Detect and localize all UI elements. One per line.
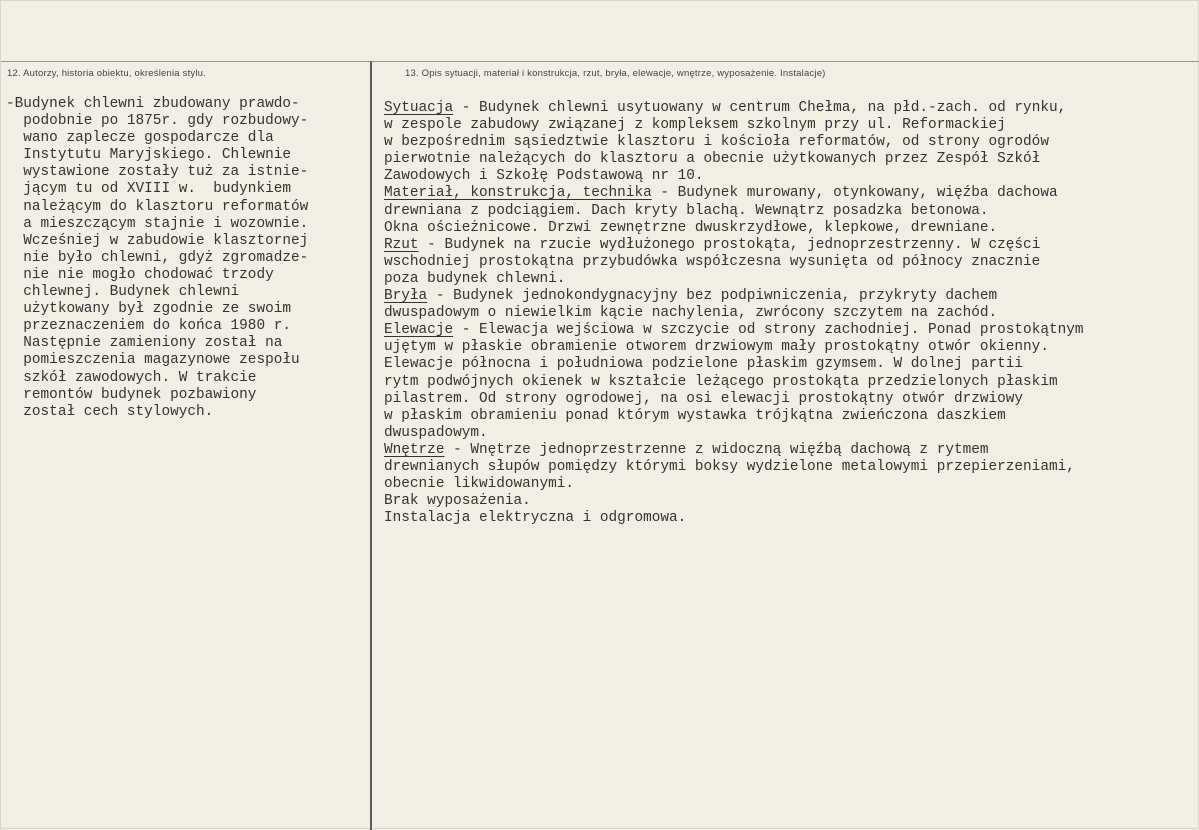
description-text: Brak wyposażenia.: [384, 493, 531, 510]
history-text-line: Następnie zamieniony został na: [6, 335, 283, 352]
description-text-line: [384, 203, 1084, 220]
description-text: rytm podwójnych okienek w kształcie leżącego prostokąta przedzielonych płaskim: [384, 373, 1058, 390]
description-text: pierwotnie należących do klasztoru a obecnie użytkowanych przez Zespół Szkół: [384, 151, 1041, 168]
description-text-line: [384, 510, 1084, 527]
section-13-caption: 13. Opis sytuacji, materiał i konstrukcja, rzut, bryła, elewacje, wnętrze, wyposażenie. Instalacje): [405, 68, 826, 79]
description-text: drewnianych słupów pomiędzy którymi boksy wydzielone metalowymi przepierzeniami,: [384, 458, 1075, 475]
description-text-line: [384, 151, 1084, 168]
description-text-line: [384, 288, 1084, 305]
description-text: w zespole zabudowy związanej z kompleksem szkolnym przy ul. Reformackiej: [384, 117, 1006, 134]
description-text-line: [384, 459, 1084, 476]
description-text: Instalacja elektryczna i odgromowa.: [384, 510, 687, 527]
description-text: obecnie likwidowanymi.: [384, 476, 574, 493]
description-text: ujętym w płaskie obramienie otworem drzwiowym mały prostokątny otwór okienny.: [384, 339, 1049, 356]
description-text-line: [384, 305, 1084, 322]
history-text-line: Wcześniej w zabudowie klasztornej: [6, 232, 309, 249]
history-text-line: użytkowany był zgodnie ze swoim: [6, 301, 291, 318]
description-text-line: [384, 322, 1084, 339]
description-text-line: [384, 117, 1084, 134]
description-text: dwuspadowym o niewielkim kącie nachylenia, zwrócony szczytem na zachód.: [384, 305, 998, 322]
description-text: dwuspadowym.: [384, 424, 488, 441]
history-text-line: podobnie po 1875r. gdy rozbudowy-: [6, 113, 309, 130]
description-text: pilastrem. Od strony ogrodowej, na osi elewacji prostokątny otwór drzwiowy: [384, 390, 1024, 407]
description-text-line: [384, 220, 1084, 237]
description-text: - Budynek jednokondygnacyjny bez podpiwniczenia, przykryty dachem: [427, 288, 998, 305]
section-heading: Sytuacja: [384, 100, 454, 116]
description-text: Zawodowych i Szkołę Podstawową nr 10.: [384, 168, 704, 185]
description-text-line: [384, 254, 1084, 271]
history-text-line: remontów budynek pozbawiony: [6, 386, 257, 403]
description-text: w bezpośrednim sąsiedztwie klasztoru i kościoła reformatów, od strony ogrodów: [384, 134, 1049, 151]
history-text-line: został cech stylowych.: [6, 403, 214, 420]
description-text-line: [384, 237, 1084, 254]
description-text-line: [384, 408, 1084, 425]
description-text-line: [384, 476, 1084, 493]
history-text-line: wystawione zostały tuż za istnie-: [6, 164, 309, 181]
description-text-line: [384, 100, 1084, 117]
description-text-line: [384, 134, 1084, 151]
description-text-column: [384, 100, 1084, 527]
description-text-line: [384, 442, 1084, 459]
history-text-line: szkół zawodowych. W trakcie: [6, 369, 257, 386]
section-heading: Wnętrze: [384, 441, 445, 458]
description-text-line: [384, 391, 1084, 408]
history-text-line: należącym do klasztoru reformatów: [6, 198, 309, 215]
description-text-line: [384, 185, 1084, 202]
history-text-line: nie nie mogło chodować trzody: [6, 266, 274, 283]
description-text: Elewacje północna i południowa podzielone płaskim gzymsem. W dolnej partii: [384, 356, 1024, 373]
description-text-line: [384, 425, 1084, 442]
description-text-line: [384, 339, 1084, 356]
history-text-line: -Budynek chlewni zbudowany prawdo-: [6, 96, 300, 112]
history-text-line: a mieszczącym stajnie i wozownie.: [6, 215, 309, 232]
description-text: w płaskim obramieniu ponad którym wystawka trójkątna zwieńczona daszkiem: [384, 407, 1006, 424]
history-text-line: przeznaczeniem do końca 1980 r.: [6, 318, 291, 335]
section-12-caption: 12. Autorzy, historia obiektu, określenia stylu.: [7, 68, 206, 79]
description-text-line: [384, 271, 1084, 288]
history-text-line: wano zaplecze gospodarcze dla: [6, 130, 274, 147]
column-divider: [370, 61, 372, 830]
section-heading: Elewacje: [384, 322, 454, 339]
history-text-line: Instytutu Maryjskiego. Chlewnie: [6, 147, 291, 164]
history-text-line: nie było chlewni, gdyż zgromadze-: [6, 249, 309, 266]
description-text: - Budynek murowany, otynkowany, więźba dachowa: [651, 185, 1058, 202]
description-text: - Elewacja wejściowa w szczycie od strony zachodniej. Ponad prostokątnym: [453, 322, 1084, 339]
header-rule: [1, 61, 1199, 62]
description-text: wschodniej prostokątna przybudówka współczesna wysunięta od północy znacznie: [384, 253, 1041, 270]
history-text-column: [6, 96, 308, 421]
history-text-line: pomieszczenia magazynowe zespołu: [6, 352, 300, 369]
section-heading: Bryła: [384, 288, 428, 305]
description-text-line: [384, 356, 1084, 373]
description-text-line: [384, 493, 1084, 510]
history-text-line: chlewnej. Budynek chlewni: [6, 284, 240, 301]
description-text: - Wnętrze jednoprzestrzenne z widoczną więźbą dachową z rytmem: [444, 441, 989, 458]
description-text: - Budynek na rzucie wydłużonego prostokąta, jednoprzestrzenny. W części: [418, 236, 1041, 253]
section-heading: Materiał, konstrukcja, technika: [384, 185, 652, 202]
description-text: - Budynek chlewni usytuowany w centrum Chełma, na płd.-zach. od rynku,: [453, 100, 1067, 116]
description-text-line: [384, 374, 1084, 391]
history-text-line: jącym tu od XVIII w. budynkiem: [6, 181, 291, 198]
description-text: drewniana z podciągiem. Dach kryty blachą. Wewnątrz posadzka betonowa.: [384, 202, 989, 219]
section-heading: Rzut: [384, 236, 419, 253]
description-text: Okna ościeżnicowe. Drzwi zewnętrzne dwuskrzydłowe, klepkowe, drewniane.: [384, 219, 998, 236]
description-text-line: [384, 168, 1084, 185]
description-text: poza budynek chlewni.: [384, 270, 566, 287]
